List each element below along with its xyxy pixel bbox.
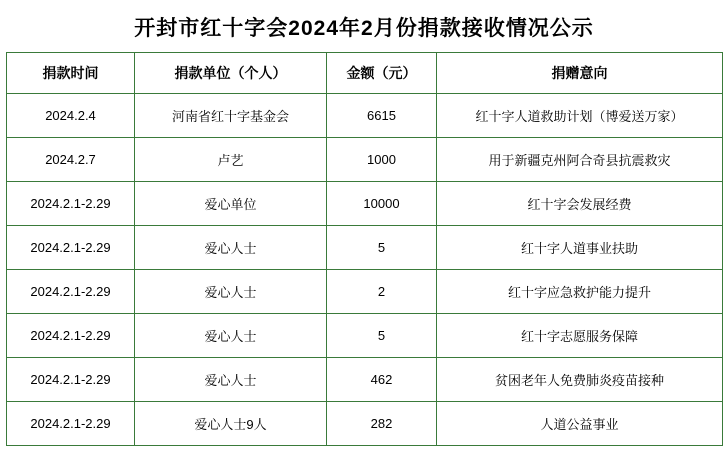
donation-table (6, 52, 723, 446)
title-container (0, 0, 728, 52)
cell-unit: 爱心人士9人 (135, 402, 327, 446)
cell-intent: 人道公益事业 (437, 402, 723, 446)
cell-time: 2024.2.7 (7, 138, 135, 182)
cell-intent: 用于新疆克州阿合奇县抗震救灾 (437, 138, 723, 182)
cell-time: 2024.2.4 (7, 94, 135, 138)
cell-unit: 卢艺 (135, 138, 327, 182)
cell-unit: 爱心人士 (135, 226, 327, 270)
cell-unit: 爱心单位 (135, 182, 327, 226)
table-header-row (7, 53, 723, 94)
table-row (7, 138, 723, 182)
cell-amount: 5 (327, 226, 437, 270)
table-row (7, 226, 723, 270)
table-body (7, 94, 723, 446)
table-row (7, 94, 723, 138)
cell-time: 2024.2.1-2.29 (7, 226, 135, 270)
table-header (7, 53, 723, 94)
table-row (7, 182, 723, 226)
cell-amount: 282 (327, 402, 437, 446)
cell-amount: 10000 (327, 182, 437, 226)
cell-intent: 红十字志愿服务保障 (437, 314, 723, 358)
table-row (7, 314, 723, 358)
cell-amount: 2 (327, 270, 437, 314)
table-row (7, 270, 723, 314)
cell-time: 2024.2.1-2.29 (7, 182, 135, 226)
table-row (7, 402, 723, 446)
page-title: 开封市红十字会2024年2月份捐款接收情况公示 (134, 17, 594, 40)
cell-time: 2024.2.1-2.29 (7, 402, 135, 446)
cell-intent: 红十字人道救助计划（博爱送万家） (437, 94, 723, 138)
cell-intent: 红十字应急救护能力提升 (437, 270, 723, 314)
column-header-amount: 金额（元） (327, 53, 437, 94)
cell-unit: 爱心人士 (135, 270, 327, 314)
cell-unit: 爱心人士 (135, 314, 327, 358)
cell-amount: 6615 (327, 94, 437, 138)
column-header-time: 捐款时间 (7, 53, 135, 94)
table-row (7, 358, 723, 402)
cell-time: 2024.2.1-2.29 (7, 358, 135, 402)
cell-unit: 河南省红十字基金会 (135, 94, 327, 138)
cell-time: 2024.2.1-2.29 (7, 270, 135, 314)
cell-intent: 贫困老年人免费肺炎疫苗接种 (437, 358, 723, 402)
cell-intent: 红十字人道事业扶助 (437, 226, 723, 270)
column-header-intent: 捐赠意向 (437, 53, 723, 94)
cell-amount: 462 (327, 358, 437, 402)
cell-unit: 爱心人士 (135, 358, 327, 402)
column-header-unit: 捐款单位（个人） (135, 53, 327, 94)
cell-intent: 红十字会发展经费 (437, 182, 723, 226)
cell-amount: 1000 (327, 138, 437, 182)
cell-amount: 5 (327, 314, 437, 358)
cell-time: 2024.2.1-2.29 (7, 314, 135, 358)
